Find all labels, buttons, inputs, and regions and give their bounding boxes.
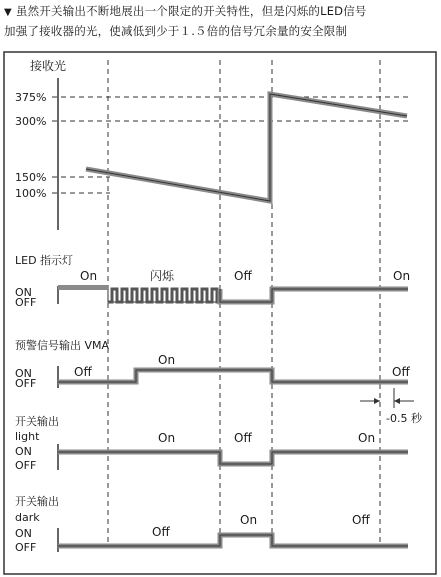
warning-signal [58, 370, 408, 382]
dark-state-on: On [240, 513, 258, 527]
tick-300: 300% [15, 115, 47, 128]
dark-state-off-1: Off [152, 525, 170, 539]
received-light-curve [86, 94, 407, 201]
light-off-label: OFF [15, 459, 37, 472]
dark-off-label: OFF [15, 541, 37, 554]
warning-state-off-1: Off [74, 365, 92, 379]
led-state-off: Off [234, 269, 252, 283]
warning-off-label: OFF [15, 377, 37, 390]
tick-100: 100% [15, 187, 47, 200]
led-on-label: ON [15, 286, 32, 299]
light-signal [58, 452, 408, 464]
warning-state-off-2: Off [392, 365, 410, 379]
led-off-label: OFF [15, 296, 37, 309]
light-on-label: ON [15, 445, 32, 458]
light-state-on-1: On [158, 431, 176, 445]
dark-title: 开关输出 [15, 495, 59, 508]
led-state-on-2: On [393, 269, 411, 283]
dark-on-label: ON [15, 527, 32, 540]
received-level-lines [52, 97, 410, 193]
warning-state-on: On [158, 353, 176, 367]
light-title: 开关输出 [15, 415, 59, 428]
tick-375: 375% [15, 91, 47, 104]
light-state-on-2: On [358, 431, 376, 445]
caption-line-2: 加强了接收器的光，使减低到少于１.５倍的信号冗余量的安全限制 [4, 24, 348, 38]
dark-state-off-2: Off [352, 513, 370, 527]
led-on-segment-1 [58, 285, 108, 290]
led-blink-signal [108, 289, 220, 302]
received-light-title: 接收光 [30, 59, 67, 73]
warning-title: 预警信号输出 VMA [15, 339, 110, 352]
dark-signal [58, 535, 408, 546]
tick-150: 150% [15, 171, 47, 184]
led-state-on-1: On [80, 269, 98, 283]
light-state-off: Off [234, 431, 252, 445]
caption-text-1: 虽然开关输出不断地展出一个限定的开关特性，但是闪烁的LED信号 [15, 4, 367, 18]
led-title: LED 指示灯 [15, 254, 74, 267]
delay-label: -0.5 秒 [386, 412, 422, 425]
dark-sub-label: dark [15, 511, 40, 524]
led-state-blink: 闪烁 [150, 269, 175, 283]
triangle-marker-icon: ▼ [4, 7, 12, 18]
delay-arrow-left-head [374, 398, 380, 404]
warning-on-label: ON [15, 367, 32, 380]
light-sub-label: light [15, 430, 40, 443]
delay-arrow-right-head [394, 398, 400, 404]
